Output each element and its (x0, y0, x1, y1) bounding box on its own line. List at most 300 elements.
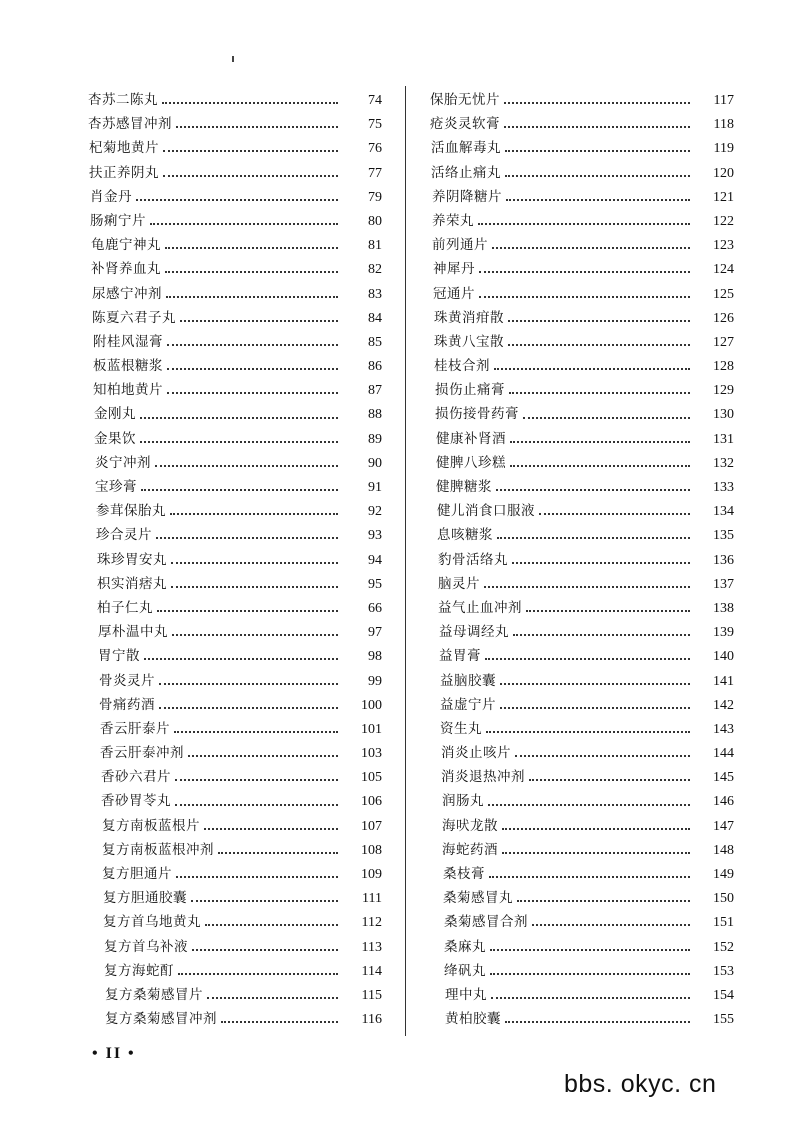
dot-leader (140, 417, 338, 419)
toc-entry-page: 91 (368, 480, 382, 495)
toc-entry-title: 香云肝泰片 (100, 720, 170, 737)
dot-leader (492, 247, 690, 249)
dot-leader (204, 828, 338, 830)
dot-leader (526, 610, 690, 612)
dot-leader (218, 852, 338, 854)
toc-entry-page: 88 (368, 407, 382, 423)
toc-entry-title: 复方桑菊感冒冲剂 (105, 1011, 217, 1028)
dot-leader (502, 828, 690, 830)
toc-entry (430, 233, 734, 257)
toc-entry (88, 161, 382, 185)
dot-leader (192, 949, 338, 951)
dot-leader (167, 392, 338, 394)
toc-entry-title: 复方首乌地黄丸 (103, 914, 201, 931)
dot-leader (496, 489, 690, 491)
dot-leader (509, 392, 690, 394)
toc-entry-page: 143 (713, 721, 734, 737)
dot-leader (494, 368, 690, 370)
toc-entry (430, 1007, 734, 1031)
dot-leader (207, 997, 338, 999)
toc-entry-page: 137 (713, 576, 734, 592)
dot-leader (171, 562, 338, 564)
toc-entry-page: 108 (361, 842, 382, 858)
toc-entry-page: 122 (713, 213, 734, 229)
toc-entry (430, 451, 734, 475)
dot-leader (497, 537, 690, 539)
toc-entry (430, 378, 734, 402)
toc-entry (88, 306, 382, 330)
toc-entry-title: 尿感宁冲剂 (92, 285, 162, 302)
toc-entry-title: 健儿消食口服液 (437, 503, 535, 520)
toc-entry-page: 103 (361, 746, 382, 762)
toc-entry (88, 378, 382, 402)
dot-leader (489, 876, 690, 878)
dot-leader (150, 223, 338, 225)
toc-entry-title: 复方海蛇酊 (104, 962, 174, 979)
toc-entry-title: 金刚丸 (94, 406, 136, 423)
toc-entry (88, 910, 382, 934)
toc-entry-title: 神犀丹 (433, 261, 475, 278)
dot-leader (144, 658, 338, 660)
toc-entry (430, 209, 734, 233)
toc-entry-title: 珍合灵片 (96, 527, 152, 544)
toc-entry-title: 枳实消痞丸 (97, 575, 167, 592)
dot-leader (188, 755, 338, 757)
toc-entry-page: 126 (713, 310, 734, 326)
toc-entry-title: 健脾糖浆 (436, 479, 492, 495)
toc-entry-page: 66 (368, 600, 382, 616)
dot-leader (159, 707, 338, 709)
dot-leader (517, 900, 690, 902)
toc-entry (88, 523, 382, 547)
dot-leader (500, 683, 690, 685)
toc-entry (430, 572, 734, 596)
toc-entry-title: 冠通片 (433, 285, 475, 302)
toc-entry-page: 105 (361, 770, 382, 786)
dot-leader (171, 586, 338, 588)
toc-entry-page: 92 (368, 504, 382, 520)
toc-entry (430, 306, 734, 330)
toc-entry-title: 益胃膏 (439, 648, 481, 665)
dot-leader (191, 900, 338, 902)
toc-entry (88, 209, 382, 233)
toc-entry-page: 136 (713, 552, 734, 568)
toc-entry (430, 959, 734, 983)
toc-entry-title: 桑麻丸 (444, 938, 486, 955)
toc-entry-page: 155 (713, 1012, 734, 1028)
dot-leader (505, 150, 690, 152)
toc-entry-title: 绛矾丸 (444, 962, 486, 979)
toc-entry-page: 147 (713, 818, 734, 834)
dot-leader (163, 175, 338, 177)
toc-entry-page: 107 (361, 818, 382, 834)
toc-entry (88, 354, 382, 378)
toc-entry (430, 741, 734, 765)
dot-leader (512, 562, 690, 564)
toc-entry-page: 139 (713, 625, 734, 641)
toc-entry-title: 益虚宁片 (440, 696, 496, 713)
toc-entry-page: 94 (368, 552, 382, 568)
toc-entry (430, 596, 734, 620)
toc-entry-page: 84 (368, 310, 382, 326)
toc-entry-title: 珠珍胃安丸 (97, 551, 167, 568)
toc-entry (88, 620, 382, 644)
toc-entry (88, 548, 382, 572)
toc-entry-page: 79 (368, 189, 382, 205)
toc-entry-title: 肖金丹 (90, 188, 132, 205)
toc-entry-page: 128 (713, 359, 734, 375)
dot-leader (488, 804, 690, 806)
toc-entry-title: 前列通片 (432, 237, 488, 254)
toc-entry (88, 838, 382, 862)
toc-entry-page: 121 (713, 189, 734, 205)
toc-entry-page: 114 (361, 963, 382, 979)
toc-entry-title: 保胎无忧片 (430, 92, 500, 108)
toc-entry-page: 141 (713, 673, 734, 689)
toc-entry (430, 862, 734, 886)
dot-leader (174, 731, 338, 733)
dot-leader (479, 271, 690, 273)
toc-entry-title: 金果饮 (94, 430, 136, 447)
toc-entry (430, 185, 734, 209)
toc-entry-title: 复方南板蓝根冲剂 (102, 841, 214, 858)
toc-entry (430, 717, 734, 741)
dot-leader (506, 199, 690, 201)
dot-leader (485, 658, 690, 660)
watermark-text: bbs. okyc. cn (564, 1070, 717, 1098)
toc-entry-title: 珠黄消疳散 (434, 309, 504, 326)
dot-leader (529, 779, 690, 781)
toc-entry-page: 98 (368, 649, 382, 665)
toc-entry-page: 97 (368, 625, 382, 641)
toc-entry (430, 814, 734, 838)
toc-entry-title: 桂枝合剂 (434, 358, 490, 375)
dot-leader (205, 924, 338, 926)
toc-entry-title: 厚朴温中丸 (98, 624, 168, 641)
toc-entry-page: 140 (713, 649, 734, 665)
toc-entry (88, 1007, 382, 1031)
toc-entry-page: 111 (362, 891, 382, 907)
toc-entry-title: 肠痢宁片 (90, 212, 146, 229)
toc-entry-title: 益脑胶囊 (440, 672, 496, 689)
toc-entry-title: 健康补肾酒 (436, 430, 506, 447)
toc-entry (430, 88, 734, 112)
dot-leader (523, 417, 690, 419)
dot-leader (178, 973, 338, 975)
toc-entry-title: 活络止痛丸 (431, 164, 501, 181)
toc-entry-page: 86 (368, 359, 382, 375)
dot-leader (157, 610, 338, 612)
dot-leader (504, 126, 690, 128)
dot-leader (515, 755, 690, 757)
scan-speck (232, 56, 234, 62)
toc-entry (88, 282, 382, 306)
toc-entry (430, 136, 734, 160)
toc-entry (430, 765, 734, 789)
toc-entry (430, 789, 734, 813)
column-divider (405, 86, 406, 1036)
toc-entry-title: 胃宁散 (98, 648, 140, 665)
toc-entry-page: 118 (713, 117, 734, 133)
toc-entry-page: 113 (361, 939, 382, 955)
dot-leader (136, 199, 338, 201)
toc-entry-page: 81 (368, 238, 382, 254)
toc-entry-page: 101 (361, 721, 382, 737)
toc-entry-page: 149 (713, 867, 734, 882)
toc-entry-title: 损伤止痛膏 (435, 382, 505, 399)
toc-entry (88, 789, 382, 813)
toc-entry (88, 136, 382, 160)
toc-entry-page: 93 (368, 528, 382, 544)
dot-leader (490, 973, 690, 975)
toc-entry-title: 脑灵片 (438, 575, 480, 592)
toc-entry-title: 附桂风湿膏 (93, 333, 163, 350)
dot-leader (175, 804, 338, 806)
toc-entry-page: 87 (368, 383, 382, 399)
toc-entry-title: 润肠丸 (442, 793, 484, 810)
toc-entry-page: 133 (713, 480, 734, 495)
toc-entry (430, 161, 734, 185)
toc-entry-title: 香云肝泰冲剂 (100, 745, 184, 762)
dot-leader (165, 247, 338, 249)
toc-entry-page: 154 (713, 987, 734, 1003)
toc-entry-title: 知柏地黄片 (93, 382, 163, 399)
toc-entry (430, 935, 734, 959)
toc-entry-title: 扶正养阴丸 (89, 164, 159, 181)
toc-entry-title: 资生丸 (440, 720, 482, 737)
toc-entry-title: 海吠龙散 (442, 817, 498, 834)
dot-leader (165, 271, 338, 273)
dot-leader (510, 441, 690, 443)
toc-entry (88, 112, 382, 136)
toc-entry-page: 152 (713, 939, 734, 955)
toc-entry (88, 814, 382, 838)
toc-entry (430, 402, 734, 426)
toc-entry (430, 838, 734, 862)
dot-leader (166, 296, 338, 298)
dot-leader (508, 320, 690, 322)
toc-entry-page: 99 (368, 673, 382, 689)
toc-entry-title: 杞菊地黄片 (89, 140, 159, 157)
toc-entry-title: 消炎退热冲剂 (441, 769, 525, 786)
dot-leader (491, 997, 690, 999)
toc-entry (430, 886, 734, 910)
toc-entry-title: 黄柏胶囊 (445, 1011, 501, 1028)
toc-entry-page: 109 (361, 867, 382, 882)
toc-entry-title: 活血解毒丸 (431, 140, 501, 157)
toc-entry-page: 125 (713, 286, 734, 302)
toc-entry-page: 116 (361, 1012, 382, 1028)
dot-leader (479, 296, 690, 298)
dot-leader (156, 537, 338, 539)
toc-entry-page: 148 (713, 842, 734, 858)
toc-entry (88, 959, 382, 983)
dot-leader (140, 441, 338, 443)
toc-entry-title: 复方桑菊感冒片 (105, 986, 203, 1003)
toc-entry-title: 桑菊感冒丸 (443, 890, 513, 907)
dot-leader (484, 586, 690, 588)
toc-entry-page: 85 (368, 334, 382, 350)
toc-entry (88, 983, 382, 1007)
toc-entry-title: 宝珍膏 (95, 479, 137, 495)
dot-leader (167, 368, 338, 370)
toc-entry-title: 益气止血冲剂 (438, 599, 522, 616)
toc-entry-title: 骨炎灵片 (99, 672, 155, 689)
dot-leader (539, 513, 690, 515)
toc-entry-page: 77 (368, 165, 382, 181)
toc-entry (88, 693, 382, 717)
toc-entry-page: 153 (713, 963, 734, 979)
toc-entry (88, 185, 382, 209)
toc-entry-page: 83 (368, 286, 382, 302)
dot-leader (162, 102, 338, 104)
dot-leader (500, 707, 690, 709)
toc-entry-page: 127 (713, 334, 734, 350)
toc-entry-page: 95 (368, 576, 382, 592)
toc-entry (430, 669, 734, 693)
toc-entry (88, 330, 382, 354)
toc-entry (430, 427, 734, 451)
toc-entry (88, 935, 382, 959)
toc-entry-page: 90 (368, 455, 382, 471)
toc-entry-page: 115 (361, 987, 382, 1003)
toc-entry-title: 复方胆通胶囊 (103, 890, 187, 907)
dot-leader (175, 779, 338, 781)
toc-entry (430, 523, 734, 547)
toc-entry-page: 82 (368, 262, 382, 278)
toc-entry-title: 健脾八珍糕 (436, 454, 506, 471)
dot-leader (170, 513, 338, 515)
toc-entry (88, 886, 382, 910)
toc-entry-title: 陈夏六君子丸 (92, 309, 176, 326)
toc-entry-page: 150 (713, 891, 734, 907)
dot-leader (180, 320, 338, 322)
toc-entry-page: 119 (713, 141, 734, 157)
toc-entry-title: 杏苏二陈丸 (88, 92, 158, 108)
dot-leader (172, 634, 338, 636)
toc-entry-title: 养阴降糖片 (432, 188, 502, 205)
toc-entry (88, 669, 382, 693)
dot-leader (490, 949, 690, 951)
toc-entry (88, 427, 382, 451)
toc-entry-title: 杏苏感冒冲剂 (88, 116, 172, 133)
toc-entry-title: 桑枝膏 (443, 866, 485, 882)
toc-entry-title: 参茸保胎丸 (96, 503, 166, 520)
toc-entry (430, 330, 734, 354)
toc-entry (430, 910, 734, 934)
toc-entry-page: 134 (713, 504, 734, 520)
toc-entry (88, 572, 382, 596)
dot-leader (508, 344, 690, 346)
dot-leader (510, 465, 690, 467)
dot-leader (504, 102, 690, 104)
toc-entry-title: 疮炎灵软膏 (430, 116, 500, 133)
dot-leader (505, 175, 690, 177)
toc-entry-title: 香砂胃苓丸 (101, 793, 171, 810)
toc-entry-page: 151 (713, 915, 734, 931)
toc-entry-page: 129 (713, 383, 734, 399)
toc-entry-title: 理中丸 (445, 986, 487, 1003)
toc-entry-title: 复方胆通片 (102, 866, 172, 882)
dot-leader (159, 683, 338, 685)
dot-leader (163, 150, 338, 152)
toc-entry-title: 香砂六君片 (101, 769, 171, 786)
toc-entry (88, 596, 382, 620)
toc-entry-title: 海蛇药酒 (442, 841, 498, 858)
toc-entry-page: 112 (361, 915, 382, 931)
toc-entry-page: 142 (713, 697, 734, 713)
dot-leader (167, 344, 338, 346)
toc-entry-title: 养荣丸 (432, 212, 474, 229)
toc-entry (88, 475, 382, 499)
toc-entry (430, 257, 734, 281)
toc-entry (88, 402, 382, 426)
toc-entry-page: 135 (713, 528, 734, 544)
toc-entry-page: 100 (361, 697, 382, 713)
toc-entry-title: 骨痛药酒 (99, 696, 155, 713)
dot-leader (155, 465, 338, 467)
toc-entry (430, 620, 734, 644)
toc-entry (430, 644, 734, 668)
toc-entry (88, 88, 382, 112)
toc-entry-title: 豹骨活络丸 (438, 551, 508, 568)
toc-entry (430, 354, 734, 378)
dot-leader (532, 924, 690, 926)
toc-right-column (430, 88, 734, 1031)
toc-entry-title: 复方南板蓝根片 (102, 817, 200, 834)
dot-leader (502, 852, 690, 854)
toc-entry (430, 475, 734, 499)
toc-entry-title: 板蓝根糖浆 (93, 358, 163, 375)
toc-entry-title: 柏子仁丸 (97, 599, 153, 616)
toc-entry-title: 损伤接骨药膏 (435, 406, 519, 423)
dot-leader (505, 1021, 690, 1023)
toc-entry-page: 144 (713, 746, 734, 762)
toc-entry-page: 80 (368, 213, 382, 229)
toc-entry-page: 74 (368, 93, 382, 108)
dot-leader (478, 223, 690, 225)
page-number-footer: • II • (92, 1045, 136, 1062)
toc-entry (88, 233, 382, 257)
toc-entry-page: 120 (713, 165, 734, 181)
toc-entry-page: 130 (713, 407, 734, 423)
toc-entry-page: 123 (713, 238, 734, 254)
toc-entry-title: 益母调经丸 (439, 624, 509, 641)
toc-left-column (88, 88, 382, 1031)
toc-entry-title: 桑菊感冒合剂 (444, 914, 528, 931)
toc-entry (430, 112, 734, 136)
toc-entry-page: 138 (713, 600, 734, 616)
toc-entry-title: 复方首乌补液 (104, 938, 188, 955)
toc-entry-page: 117 (713, 93, 734, 108)
toc-entry-page: 145 (713, 770, 734, 786)
toc-entry-page: 76 (368, 141, 382, 157)
toc-entry (430, 282, 734, 306)
toc-entry (88, 717, 382, 741)
dot-leader (176, 126, 338, 128)
toc-entry-title: 补肾养血丸 (91, 261, 161, 278)
dot-leader (513, 634, 690, 636)
toc-entry-page: 89 (368, 431, 382, 447)
toc-entry-page: 75 (368, 117, 382, 133)
toc-entry (88, 257, 382, 281)
dot-leader (141, 489, 338, 491)
toc-entry (88, 765, 382, 789)
toc-entry (88, 644, 382, 668)
toc-entry-page: 131 (713, 431, 734, 447)
toc-entry (430, 548, 734, 572)
dot-leader (221, 1021, 338, 1023)
